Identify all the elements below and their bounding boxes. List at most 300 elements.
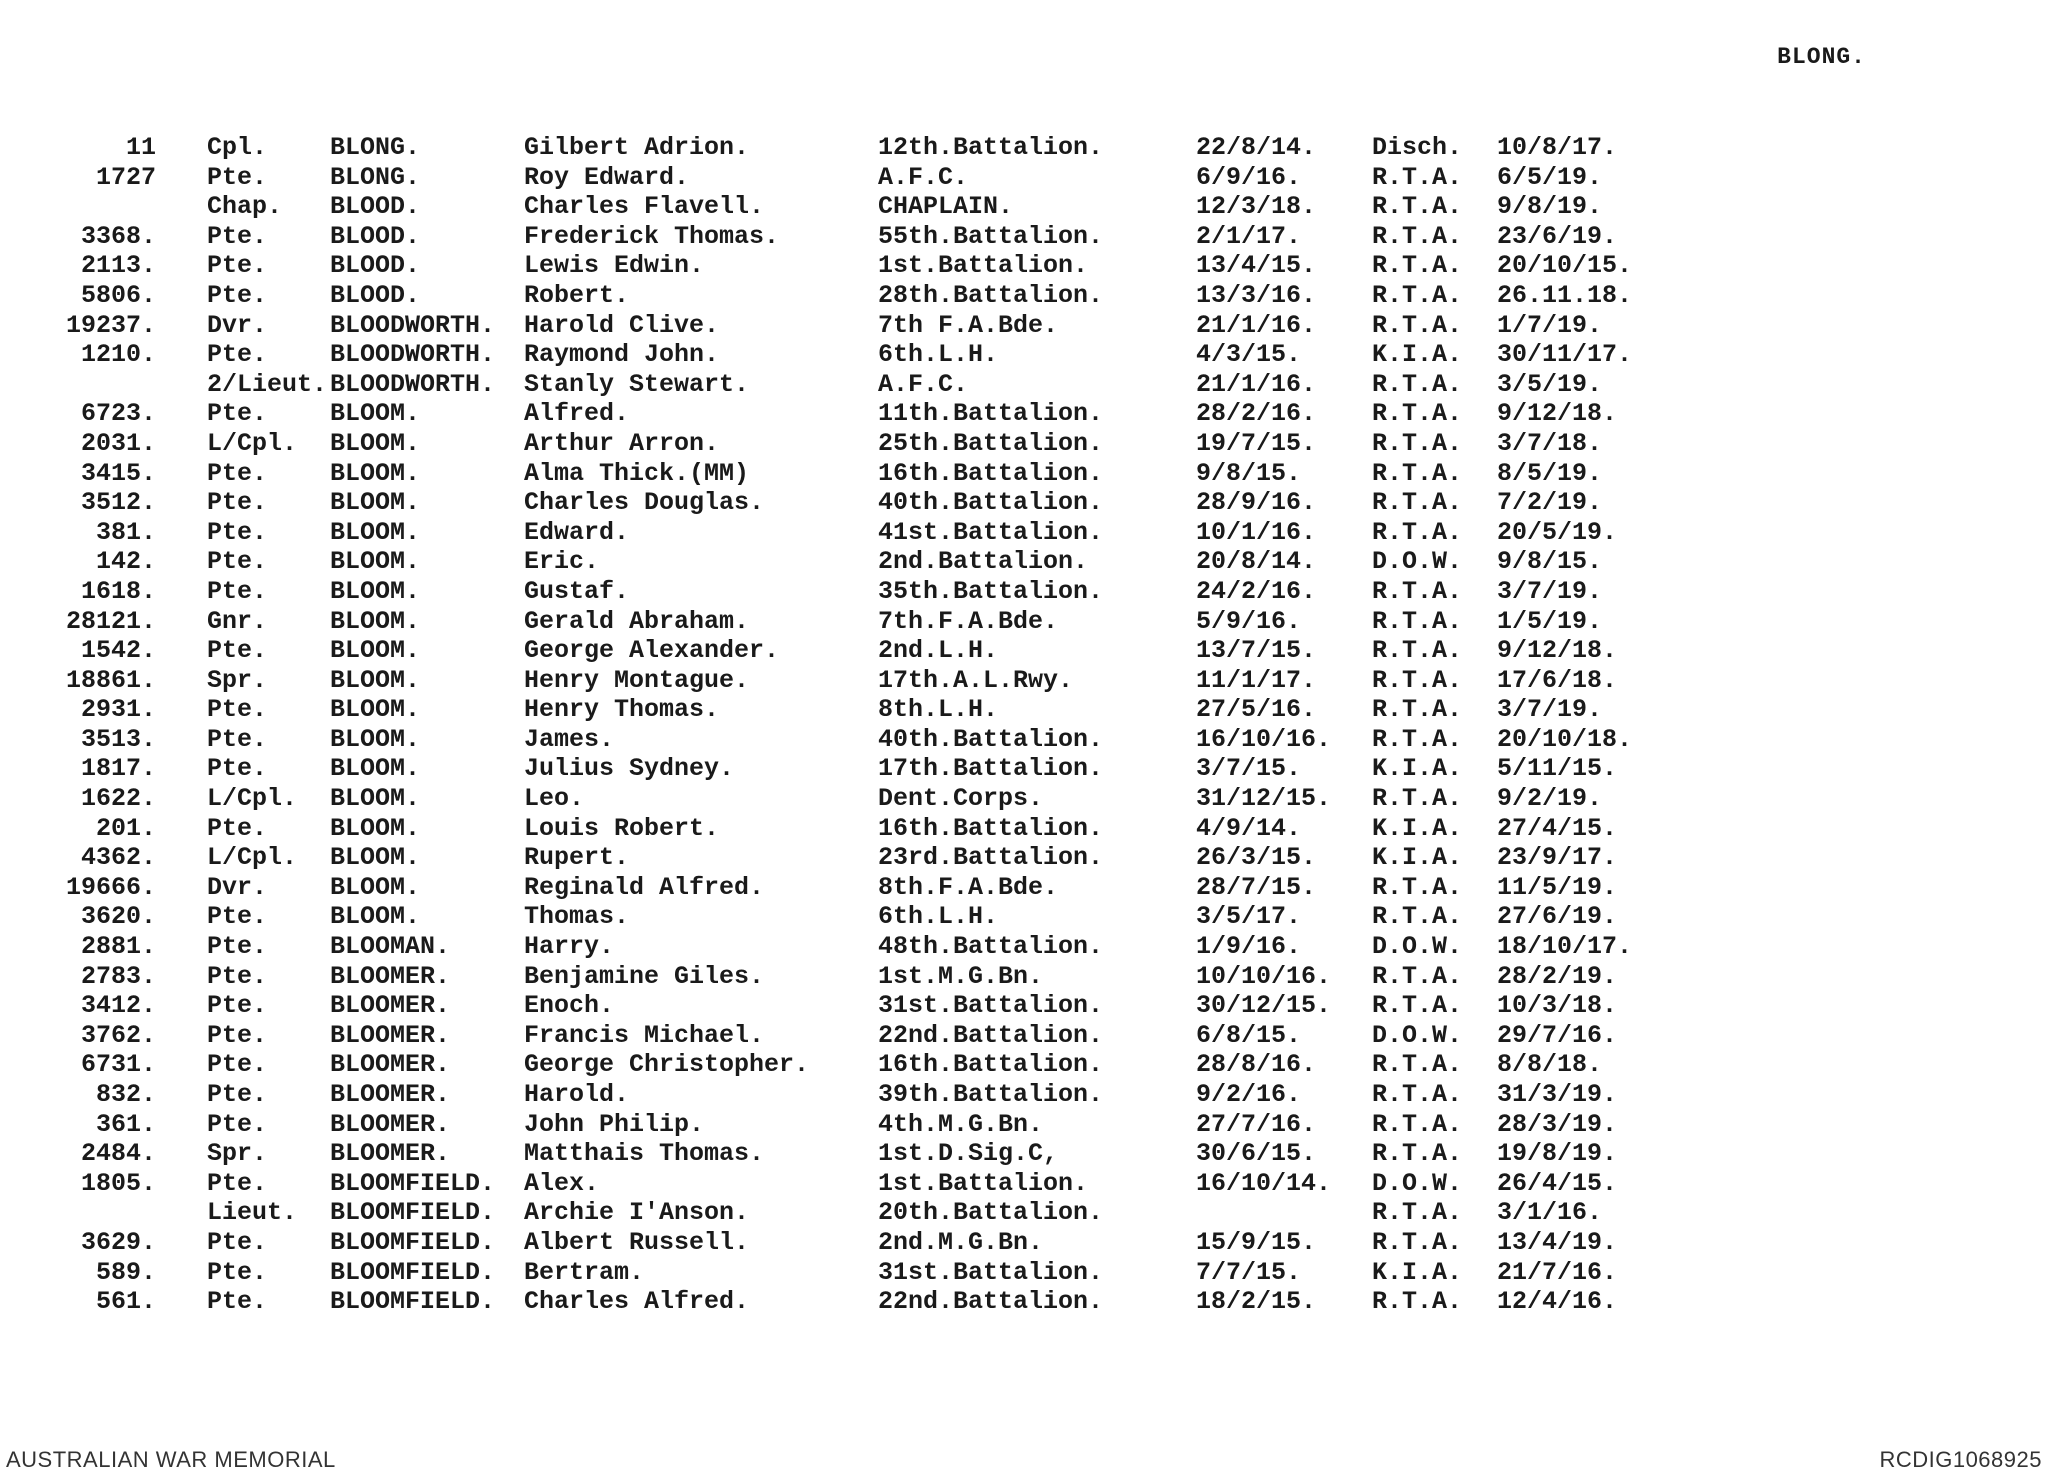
rank: Lieut. [207, 1198, 298, 1228]
given-names: Enoch. [524, 991, 615, 1021]
enlistment-date: 13/7/15. [1196, 636, 1317, 666]
surname: BLOOM. [330, 606, 421, 636]
enlistment-date: 12/3/18. [1196, 192, 1317, 222]
service-number: 3629. [80, 1227, 156, 1257]
surname: BLOOM. [330, 488, 421, 518]
rank: Dvr. [207, 872, 268, 902]
unit: 31st.Battalion. [878, 991, 1104, 1021]
given-names: Henry Thomas. [524, 695, 720, 725]
fate: K.I.A. [1372, 1257, 1463, 1287]
given-names: Lewis Edwin. [524, 251, 705, 281]
unit: 55th.Battalion. [878, 221, 1104, 251]
rank: Pte. [207, 724, 268, 754]
given-names: Eric. [524, 547, 600, 577]
rank: Pte. [207, 251, 268, 281]
given-names: Thomas. [524, 902, 630, 932]
roll-entry [0, 547, 2048, 577]
service-number: 1542. [80, 636, 156, 666]
enlistment-date: 30/6/15. [1196, 1139, 1317, 1169]
rank: L/Cpl. [207, 784, 298, 814]
service-number: 3368. [80, 221, 156, 251]
given-names: Albert Russell. [524, 1227, 750, 1257]
roll-entry [0, 695, 2048, 725]
roll-entry [0, 873, 2048, 903]
enlistment-date: 24/2/16. [1196, 576, 1317, 606]
unit: 8th.F.A.Bde. [878, 872, 1059, 902]
fate: K.I.A. [1372, 843, 1463, 873]
fate-date: 27/6/19. [1497, 902, 1618, 932]
enlistment-date: 30/12/15. [1196, 991, 1332, 1021]
roll-entry [0, 399, 2048, 429]
unit: 25th.Battalion. [878, 428, 1104, 458]
given-names: Charles Alfred. [524, 1287, 750, 1317]
service-number: 19237. [65, 310, 156, 340]
roll-entry [0, 251, 2048, 281]
surname: BLONG. [330, 162, 421, 192]
given-names: Bertram. [524, 1257, 645, 1287]
surname: BLOOD. [330, 192, 421, 222]
fate-date: 26/4/15. [1497, 1168, 1618, 1198]
surname: BLOOM. [330, 517, 421, 547]
roll-entry [0, 488, 2048, 518]
service-number: 2931. [80, 695, 156, 725]
surname: BLOOM. [330, 695, 421, 725]
given-names: Archie I'Anson. [524, 1198, 750, 1228]
surname: BLOOMER. [330, 991, 451, 1021]
enlistment-date: 3/5/17. [1196, 902, 1302, 932]
fate: R.T.A. [1372, 458, 1463, 488]
rank: Pte. [207, 458, 268, 488]
roll-entry [0, 459, 2048, 489]
unit: 17th.A.L.Rwy. [878, 665, 1074, 695]
given-names: Frederick Thomas. [524, 221, 780, 251]
roll-entry [0, 991, 2048, 1021]
fate-date: 10/8/17. [1497, 133, 1618, 162]
fate: R.T.A. [1372, 517, 1463, 547]
rank: 2/Lieut. [207, 369, 328, 399]
fate: D.O.W. [1372, 1020, 1463, 1050]
service-number: 28121. [65, 606, 156, 636]
roll-entry [0, 340, 2048, 370]
rank: Pte. [207, 280, 268, 310]
unit: 22nd.Battalion. [878, 1020, 1104, 1050]
given-names: Arthur Arron. [524, 428, 720, 458]
service-number: 832. [95, 1080, 156, 1109]
service-number: 3620. [80, 902, 156, 932]
fate: R.T.A. [1372, 221, 1463, 251]
surname: BLOODWORTH. [330, 310, 496, 340]
enlistment-date: 5/9/16. [1196, 606, 1302, 636]
enlistment-date: 18/2/15. [1196, 1287, 1317, 1317]
service-number: 1817. [80, 754, 156, 784]
fate-date: 3/5/19. [1497, 369, 1603, 399]
surname: BLOOMER. [330, 1109, 451, 1139]
given-names: Matthais Thomas. [524, 1139, 765, 1169]
service-number: 6723. [80, 399, 156, 429]
rank: Spr. [207, 1139, 268, 1169]
roll-entry [0, 163, 2048, 193]
fate-date: 3/1/16. [1497, 1198, 1603, 1228]
enlistment-date: 9/8/15. [1196, 458, 1302, 488]
fate: R.T.A. [1372, 1139, 1463, 1169]
unit: 6th.L.H. [878, 902, 999, 932]
fate-date: 23/9/17. [1497, 843, 1618, 873]
roll-entry [0, 932, 2048, 962]
fate-date: 30/11/17. [1497, 340, 1633, 370]
fate: R.T.A. [1372, 251, 1463, 281]
fate-date: 6/5/19. [1497, 162, 1603, 192]
given-names: Henry Montague. [524, 665, 750, 695]
surname: BLOOD. [330, 221, 421, 251]
unit: 12th.Battalion. [878, 133, 1104, 162]
given-names: Gustaf. [524, 576, 630, 606]
fate-date: 1/5/19. [1497, 606, 1603, 636]
unit: 39th.Battalion. [878, 1080, 1104, 1109]
service-number: 201. [95, 813, 156, 843]
fate: K.I.A. [1372, 340, 1463, 370]
fate: R.T.A. [1372, 606, 1463, 636]
roll-entry [0, 1080, 2048, 1110]
rank: Pte. [207, 991, 268, 1021]
fate-date: 21/7/16. [1497, 1257, 1618, 1287]
surname: BLOOMER. [330, 1020, 451, 1050]
fate: R.T.A. [1372, 636, 1463, 666]
fate-date: 20/5/19. [1497, 517, 1618, 547]
nominal-roll-list [0, 133, 2048, 1317]
enlistment-date: 16/10/16. [1196, 724, 1332, 754]
rank: Pte. [207, 932, 268, 962]
given-names: Benjamine Giles. [524, 961, 765, 991]
roll-entry [0, 370, 2048, 400]
enlistment-date: 13/4/15. [1196, 251, 1317, 281]
service-number: 1618. [80, 576, 156, 606]
surname: BLOOM. [330, 428, 421, 458]
surname: BLOOM. [330, 399, 421, 429]
page-header-surname: BLONG. [1777, 44, 1866, 70]
roll-entry [0, 133, 2048, 163]
enlistment-date: 3/7/15. [1196, 754, 1302, 784]
rank: Pte. [207, 961, 268, 991]
fate-date: 9/12/18. [1497, 636, 1618, 666]
service-number: 1622. [80, 784, 156, 814]
unit: 28th.Battalion. [878, 280, 1104, 310]
unit: 17th.Battalion. [878, 754, 1104, 784]
roll-entry [0, 1228, 2048, 1258]
roll-entry [0, 281, 2048, 311]
enlistment-date: 19/7/15. [1196, 428, 1317, 458]
service-number: 1727 [95, 162, 156, 192]
fate-date: 17/6/18. [1497, 665, 1618, 695]
rank: Pte. [207, 754, 268, 784]
fate-date: 26.11.18. [1497, 280, 1633, 310]
fate-date: 7/2/19. [1497, 488, 1603, 518]
rank: Dvr. [207, 310, 268, 340]
service-number: 561. [95, 1287, 156, 1317]
fate: R.T.A. [1372, 902, 1463, 932]
fate-date: 20/10/15. [1497, 251, 1633, 281]
enlistment-date: 28/9/16. [1196, 488, 1317, 518]
roll-entry [0, 1198, 2048, 1228]
enlistment-date: 11/1/17. [1196, 665, 1317, 695]
given-names: John Philip. [524, 1109, 705, 1139]
roll-entry [0, 518, 2048, 548]
enlistment-date: 28/2/16. [1196, 399, 1317, 429]
service-number: 361. [95, 1109, 156, 1139]
fate-date: 3/7/19. [1497, 576, 1603, 606]
surname: BLOOMER. [330, 961, 451, 991]
given-names: Stanly Stewart. [524, 369, 750, 399]
service-number: 2031. [80, 428, 156, 458]
roll-entry [0, 577, 2048, 607]
surname: BLOOMFIELD. [330, 1287, 496, 1317]
fate-date: 9/12/18. [1497, 399, 1618, 429]
rank: Pte. [207, 1257, 268, 1287]
given-names: Alma Thick.(MM) [524, 458, 750, 488]
surname: BLOOM. [330, 576, 421, 606]
fate-date: 23/6/19. [1497, 221, 1618, 251]
surname: BLOOM. [330, 813, 421, 843]
given-names: Harry. [524, 932, 615, 962]
service-number: 1805. [80, 1168, 156, 1198]
unit: Dent.Corps. [878, 784, 1044, 814]
roll-entry [0, 1258, 2048, 1288]
enlistment-date: 21/1/16. [1196, 310, 1317, 340]
enlistment-date: 13/3/16. [1196, 280, 1317, 310]
given-names: Gerald Abraham. [524, 606, 750, 636]
service-number: 3513. [80, 724, 156, 754]
surname: BLOOMAN. [330, 932, 451, 962]
unit: 22nd.Battalion. [878, 1287, 1104, 1317]
surname: BLOOM. [330, 636, 421, 666]
service-number: 2881. [80, 932, 156, 962]
fate: R.T.A. [1372, 784, 1463, 814]
roll-entry [0, 607, 2048, 637]
fate: Disch. [1372, 133, 1463, 162]
fate: R.T.A. [1372, 399, 1463, 429]
given-names: Robert. [524, 280, 630, 310]
fate: R.T.A. [1372, 1227, 1463, 1257]
rank: Pte. [207, 340, 268, 370]
rank: Chap. [207, 192, 283, 222]
fate-date: 3/7/18. [1497, 428, 1603, 458]
fate-date: 31/3/19. [1497, 1080, 1618, 1109]
fate-date: 20/10/18. [1497, 724, 1633, 754]
enlistment-date: 2/1/17. [1196, 221, 1302, 251]
fate-date: 28/2/19. [1497, 961, 1618, 991]
fate: R.T.A. [1372, 991, 1463, 1021]
unit: 1st.M.G.Bn. [878, 961, 1044, 991]
service-number: 2484. [80, 1139, 156, 1169]
given-names: Roy Edward. [524, 162, 690, 192]
enlistment-date: 10/1/16. [1196, 517, 1317, 547]
service-number: 6731. [80, 1050, 156, 1080]
surname: BLOOM. [330, 724, 421, 754]
service-number: 19666. [65, 872, 156, 902]
fate: R.T.A. [1372, 280, 1463, 310]
fate: R.T.A. [1372, 1050, 1463, 1080]
fate-date: 8/5/19. [1497, 458, 1603, 488]
fate: K.I.A. [1372, 813, 1463, 843]
given-names: Harold Clive. [524, 310, 720, 340]
service-number: 5806. [80, 280, 156, 310]
given-names: Charles Flavell. [524, 192, 765, 222]
fate-date: 11/5/19. [1497, 872, 1618, 902]
service-number: 142. [95, 547, 156, 577]
unit: 11th.Battalion. [878, 399, 1104, 429]
rank: Spr. [207, 665, 268, 695]
surname: BLOOMFIELD. [330, 1227, 496, 1257]
rank: Pte. [207, 1080, 268, 1109]
given-names: George Christopher. [524, 1050, 810, 1080]
roll-entry [0, 1050, 2048, 1080]
unit: A.F.C. [878, 369, 969, 399]
given-names: Julius Sydney. [524, 754, 735, 784]
surname: BLOOM. [330, 784, 421, 814]
unit: 1st.Battalion. [878, 1168, 1089, 1198]
service-number: 2113. [80, 251, 156, 281]
fate-date: 18/10/17. [1497, 932, 1633, 962]
rank: Pte. [207, 1050, 268, 1080]
given-names: Alfred. [524, 399, 630, 429]
service-number: 1210. [80, 340, 156, 370]
fate: R.T.A. [1372, 576, 1463, 606]
unit: 8th.L.H. [878, 695, 999, 725]
roll-entry [0, 311, 2048, 341]
surname: BLOOM. [330, 754, 421, 784]
unit: 41st.Battalion. [878, 517, 1104, 547]
fate: R.T.A. [1372, 1287, 1463, 1317]
surname: BLOOM. [330, 902, 421, 932]
rank: Cpl. [207, 133, 268, 162]
fate: D.O.W. [1372, 932, 1463, 962]
surname: BLOOMFIELD. [330, 1168, 496, 1198]
unit: 35th.Battalion. [878, 576, 1104, 606]
surname: BLOOMER. [330, 1080, 451, 1109]
unit: 23rd.Battalion. [878, 843, 1104, 873]
surname: BLOOM. [330, 872, 421, 902]
roll-entry [0, 222, 2048, 252]
enlistment-date: 27/7/16. [1196, 1109, 1317, 1139]
surname: BLONG. [330, 133, 421, 162]
rank: Gnr. [207, 606, 268, 636]
enlistment-date: 31/12/15. [1196, 784, 1332, 814]
fate: R.T.A. [1372, 488, 1463, 518]
unit: 4th.M.G.Bn. [878, 1109, 1044, 1139]
unit: 48th.Battalion. [878, 932, 1104, 962]
roll-entry [0, 962, 2048, 992]
enlistment-date: 16/10/14. [1196, 1168, 1332, 1198]
rank: Pte. [207, 902, 268, 932]
roll-entry [0, 1139, 2048, 1169]
unit: A.F.C. [878, 162, 969, 192]
enlistment-date: 21/1/16. [1196, 369, 1317, 399]
enlistment-date: 28/7/15. [1196, 872, 1317, 902]
fate: R.T.A. [1372, 1198, 1463, 1228]
enlistment-date: 27/5/16. [1196, 695, 1317, 725]
fate: K.I.A. [1372, 754, 1463, 784]
service-number: 11 [125, 133, 156, 162]
surname: BLOOD. [330, 251, 421, 281]
unit: 16th.Battalion. [878, 1050, 1104, 1080]
fate-date: 8/8/18. [1497, 1050, 1603, 1080]
roll-entry [0, 636, 2048, 666]
fate-date: 29/7/16. [1497, 1020, 1618, 1050]
roll-entry [0, 1021, 2048, 1051]
fate-date: 5/11/15. [1497, 754, 1618, 784]
fate-date: 1/7/19. [1497, 310, 1603, 340]
roll-entry [0, 754, 2048, 784]
fate-date: 9/2/19. [1497, 784, 1603, 814]
service-number: 381. [95, 517, 156, 547]
enlistment-date: 4/9/14. [1196, 813, 1302, 843]
roll-entry [0, 1169, 2048, 1199]
enlistment-date: 6/8/15. [1196, 1020, 1302, 1050]
surname: BLOOMER. [330, 1050, 451, 1080]
roll-entry [0, 784, 2048, 814]
unit: 16th.Battalion. [878, 813, 1104, 843]
given-names: Gilbert Adrion. [524, 133, 750, 162]
fate: R.T.A. [1372, 310, 1463, 340]
rank: Pte. [207, 517, 268, 547]
unit: 2nd.Battalion. [878, 547, 1089, 577]
rank: Pte. [207, 1020, 268, 1050]
unit: 1st.Battalion. [878, 251, 1089, 281]
enlistment-date: 4/3/15. [1196, 340, 1302, 370]
given-names: Louis Robert. [524, 813, 720, 843]
enlistment-date: 6/9/16. [1196, 162, 1302, 192]
rank: Pte. [207, 399, 268, 429]
service-number: 3512. [80, 488, 156, 518]
surname: BLOOM. [330, 665, 421, 695]
rank: Pte. [207, 1287, 268, 1317]
surname: BLOODWORTH. [330, 340, 496, 370]
unit: 2nd.L.H. [878, 636, 999, 666]
fate-date: 19/8/19. [1497, 1139, 1618, 1169]
given-names: James. [524, 724, 615, 754]
fate: R.T.A. [1372, 872, 1463, 902]
given-names: Alex. [524, 1168, 600, 1198]
unit: 16th.Battalion. [878, 458, 1104, 488]
fate-date: 9/8/19. [1497, 192, 1603, 222]
fate-date: 10/3/18. [1497, 991, 1618, 1021]
footer-record-id: RCDIG1068925 [1879, 1447, 2042, 1472]
fate: R.T.A. [1372, 665, 1463, 695]
fate: R.T.A. [1372, 162, 1463, 192]
enlistment-date: 20/8/14. [1196, 547, 1317, 577]
given-names: George Alexander. [524, 636, 780, 666]
unit: 1st.D.Sig.C, [878, 1139, 1059, 1169]
rank: Pte. [207, 576, 268, 606]
surname: BLOOD. [330, 280, 421, 310]
service-number: 2783. [80, 961, 156, 991]
unit: 7th.F.A.Bde. [878, 606, 1059, 636]
surname: BLOOM. [330, 843, 421, 873]
fate: D.O.W. [1372, 547, 1463, 577]
footer-archive-name: AUSTRALIAN WAR MEMORIAL [6, 1447, 336, 1472]
roll-entry [0, 666, 2048, 696]
rank: Pte. [207, 162, 268, 192]
surname: BLOOMFIELD. [330, 1257, 496, 1287]
service-number: 4362. [80, 843, 156, 873]
given-names: Edward. [524, 517, 630, 547]
unit: 2nd.M.G.Bn. [878, 1227, 1044, 1257]
unit: 40th.Battalion. [878, 724, 1104, 754]
fate-date: 3/7/19. [1497, 695, 1603, 725]
surname: BLOOM. [330, 547, 421, 577]
given-names: Francis Michael. [524, 1020, 765, 1050]
fate-date: 9/8/15. [1497, 547, 1603, 577]
service-number: 18861. [65, 665, 156, 695]
